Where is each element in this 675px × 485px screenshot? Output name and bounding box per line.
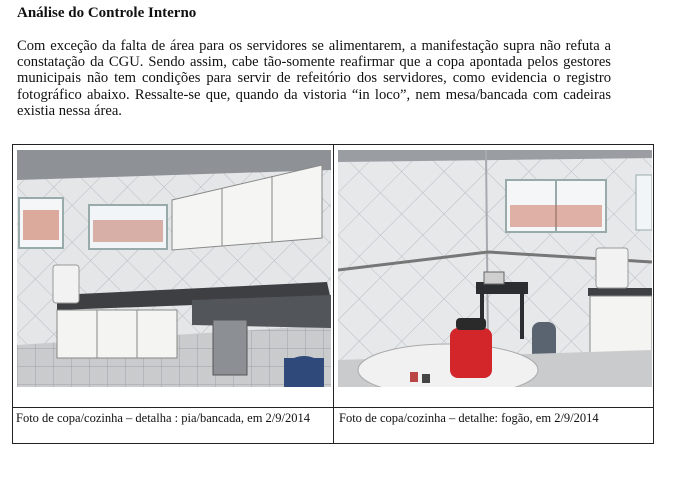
kitchen-stove-photo bbox=[338, 150, 652, 387]
kitchen-sink-counter-photo bbox=[17, 150, 331, 387]
photo-caption-stove: Foto de copa/cozinha – detalhe: fogão, em 2/9/2014 bbox=[339, 411, 599, 425]
table-divider-horizontal bbox=[13, 407, 653, 408]
table-divider-vertical bbox=[333, 145, 334, 443]
photo-caption-sink: Foto de copa/cozinha – detalha : pia/bancada, em 2/9/2014 bbox=[16, 411, 311, 425]
photo-table bbox=[12, 144, 654, 444]
body-paragraph: Com exceção da falta de área para os servidores se alimentarem, a manifestação supra não refuta a constatação da CGU. Sendo assim, cabe tão-somente reafirmar que a copa apontada pelos gestores municipais não tem condições para servir de refeitório dos servidores, como evidencia o registro fotográfico abaixo. Ressalte-se que, quando da vistoria “in loco”, nem mesa/bancada com cadeiras existia nessa área. bbox=[17, 38, 611, 119]
section-heading: Análise do Controle Interno bbox=[17, 5, 197, 21]
